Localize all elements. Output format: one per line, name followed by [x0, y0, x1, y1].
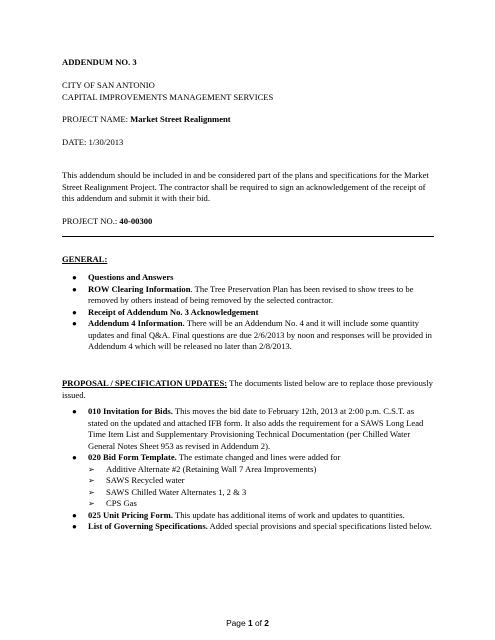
item-title: Questions and Answers — [88, 272, 174, 282]
item-title: Addendum 4 Information. — [88, 318, 185, 328]
arrow-right-icon: ➢ — [88, 464, 95, 474]
sub-list-item — [88, 464, 434, 476]
bullet-dot-icon: ● — [72, 319, 77, 328]
project-number: 40-00300 — [119, 216, 153, 226]
item-text: . The Tree Preservation Plan has been revised to show trees to be removed by others instead of being removed by the selected contractor. — [88, 283, 414, 305]
project-name-line — [62, 114, 434, 126]
item-title: 025 Unit Pricing Form. — [88, 509, 173, 520]
item-title: ROW Clearing Information — [88, 283, 191, 294]
item-text: Added special provisions and special specifications listed below. — [207, 521, 432, 531]
list-item — [62, 510, 434, 522]
list-item — [62, 284, 434, 307]
page-current: 1 — [247, 618, 253, 628]
intro-paragraph: This addendum should be included in and be considered part of the plans and specifications for the Market Street Realignment Project. The contractor shall be required to sign an acknowledgement of the receipt of this addendum and submit it with their bid. — [62, 170, 429, 203]
sub-list-item — [88, 475, 434, 487]
arrow-right-icon: ➢ — [88, 476, 95, 485]
proposal-paragraph — [62, 378, 434, 401]
proposal-list — [62, 406, 434, 533]
bullet-dot-icon: ● — [72, 273, 77, 282]
list-item — [62, 406, 434, 452]
org-line-2: CAPITAL IMPROVEMENTS MANAGEMENT SERVICES — [62, 91, 274, 102]
item-text: There will be an Addendum No. 4 and it will include some quantity updates and final Q&A. Final questions are due 2/6/2013 by noon and responses will be provided in Addendum 4 which will be released no later than 2/8/2013. — [88, 318, 432, 351]
list-item — [62, 521, 434, 533]
bullet-dot-icon: ● — [72, 284, 77, 294]
project-number-line — [62, 216, 434, 228]
list-item — [62, 307, 434, 319]
project-number-label: PROJECT NO.: — [62, 216, 120, 226]
item-title: 010 Invitation for Bids. — [88, 406, 173, 416]
sub-list-item — [88, 498, 434, 510]
general-list — [62, 272, 434, 353]
item-text: This moves the bid date to February 12th, 2013 at 2:00 p.m. C.S.T. as stated on the updated and attached IFB form. It also adds the requirement for a SAWS Long Lead Time Item List and Supplementary Provisioning Technical Documentation (per Chilled Water General Notes Sheet 953 as revised in Addendum 2). — [88, 406, 424, 451]
sub-item-text: Additive Alternate #2 (Retaining Wall 7 Area Improvements) — [106, 463, 317, 474]
arrow-right-icon: ➢ — [88, 487, 95, 497]
sub-item-text: SAWS Recycled water — [106, 475, 185, 485]
bid-form-sublist — [88, 464, 434, 510]
proposal-heading-tail: The documents listed below are to replace those previously issued. — [62, 378, 433, 400]
sub-list-item — [88, 487, 434, 499]
list-item — [62, 272, 434, 284]
page-total: 2 — [264, 618, 269, 628]
item-title: List of Governing Specifications. — [88, 521, 208, 531]
bullet-dot-icon: ● — [72, 307, 77, 317]
bullet-dot-icon: ● — [72, 510, 77, 520]
list-item — [62, 318, 434, 353]
item-text: The estimate changed and lines were added for — [176, 452, 341, 462]
item-title: Receipt of Addendum No. 3 Acknowledgement — [88, 306, 259, 317]
list-item — [62, 452, 434, 510]
item-title: 020 Bid Form Template. — [88, 452, 177, 462]
sub-item-text: SAWS Chilled Water Alternates 1, 2 & 3 — [106, 486, 247, 497]
proposal-heading: PROPOSAL / SPECIFICATION UPDATES: — [62, 378, 228, 388]
page-footer — [0, 618, 495, 630]
bullet-dot-icon: ● — [72, 522, 77, 531]
bullet-dot-icon: ● — [72, 453, 77, 462]
project-name-label: PROJECT NAME: — [62, 114, 131, 124]
page-of: of — [252, 618, 265, 628]
project-name: Market Street Realignment — [130, 114, 231, 124]
horizontal-divider — [62, 236, 434, 237]
date-line: DATE: 1/30/2013 — [62, 137, 124, 147]
item-text: This update has additional items of work and updates to quantities. — [172, 509, 405, 520]
general-heading: GENERAL: — [62, 254, 108, 264]
org-line-1: CITY OF SAN ANTONIO — [62, 80, 155, 90]
sub-item-text: CPS Gas — [106, 498, 137, 508]
page-label: Page — [226, 618, 248, 628]
bullet-dot-icon: ● — [72, 407, 77, 416]
arrow-right-icon: ➢ — [88, 499, 95, 508]
addendum-title: ADDENDUM NO. 3 — [62, 57, 137, 67]
